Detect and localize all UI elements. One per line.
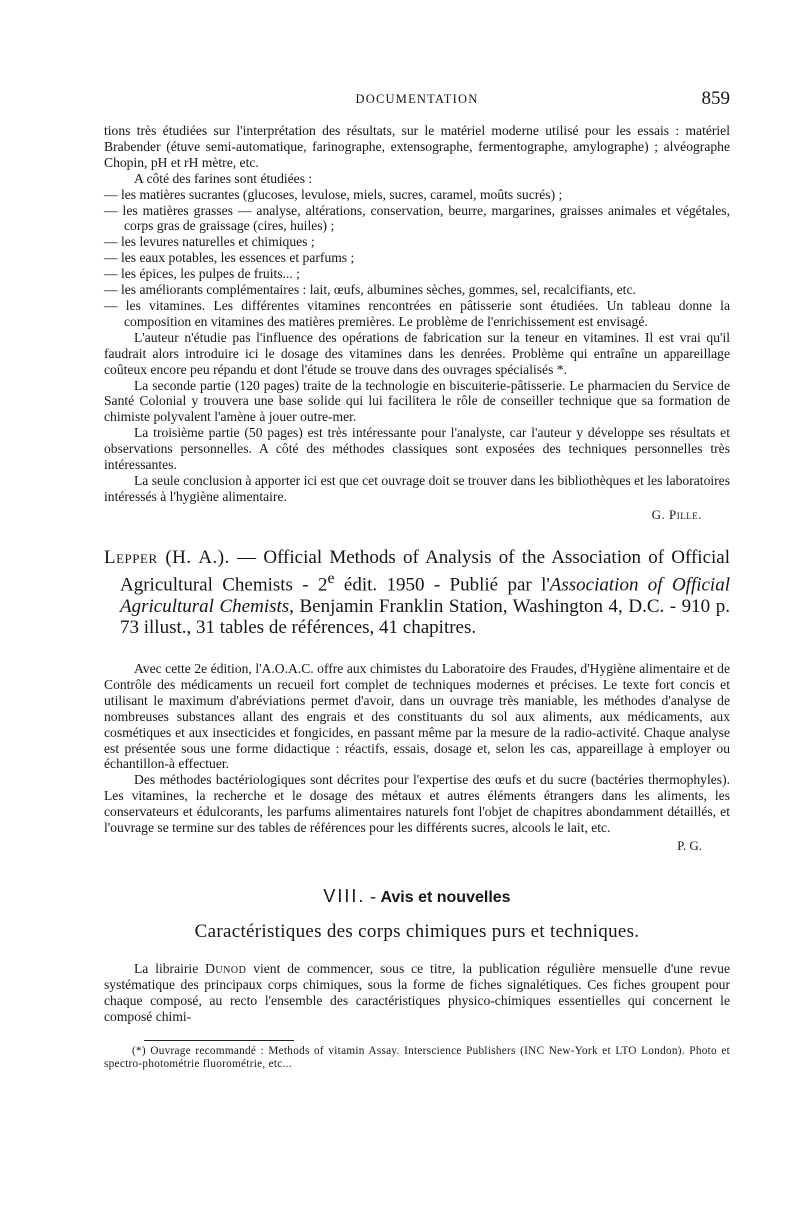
list-item: — les matières sucrantes (glucoses, levulose, miels, sucres, caramel, moûts sucrés) ; — [104, 186, 563, 202]
section-title: Avis et nouvelles — [380, 888, 511, 906]
page-number: 859 — [701, 88, 730, 109]
footnote-rule — [144, 1040, 294, 1041]
section-dash: - — [365, 885, 381, 906]
review2-title-c: Benjamin Franklin Station, Washington 4, D.C. - 910 p. 73 illust., 31 tables de références, 41 chapitres. — [120, 595, 730, 639]
review1-paragraph-6: La seule conclusion à apporter ici est que cet ouvrage doit se trouver dans les bibliothèques et les laboratoires intéressés à l'hygiène alimentaire. — [104, 472, 730, 504]
section-p1-a: La librairie — [134, 960, 206, 976]
review2-title-sup: e — [327, 570, 335, 588]
review2-title-b: édit. 1950 - Publié par l' — [334, 574, 550, 596]
review1-paragraph-4: La seconde partie (120 pages) traite de la technologie en biscuiterie-pâtisserie. Le pharmacien du Service de Santé Colonial y trouvera une base solide qui lui facilitera le rôle de conseiller technique que sa formation de chimiste polyvalent l'amène à jouer outre-mer. — [104, 377, 730, 425]
section-p1-b: vient de commencer, sous ce titre, la publication régulière mensuelle d'une revue systématique des principaux corps chimiques, sous la forme de fiches signalétiques. Ces fiches groupent pour chaque composé, au recto l'ensemble des caractéristiques physico-chimiques essentielles qui concernent le composé chimi- — [104, 960, 730, 1024]
review2-signature: P. G. — [677, 837, 702, 853]
review2-heading — [104, 547, 730, 639]
list-item: — les eaux potables, les essences et parfums ; — [104, 250, 355, 266]
footnote: (*) Ouvrage recommandé : Methods of vitamin Assay. Interscience Publishers (INC New-York et LTO London). Photo et spectro-photométrie fluorométrie, etc... — [104, 1045, 730, 1071]
review1-paragraph-2: A côté des farines sont étudiées : — [134, 170, 313, 186]
review1-signature: G. Pille. — [651, 506, 702, 522]
review1-paragraph-3: L'auteur n'étudie pas l'influence des opérations de fabrication sur la teneur en vitamines. Il est vrai qu'il faudrait alors introduire ici le dosage des vitamines dans les denrées. Problème qui entraîne un appareillage coûteux encore peu répandu et dont l'étude se trouve dans des ouvrages spécialisés *. — [104, 329, 730, 377]
review2-paragraph-2: Des méthodes bactériologiques sont décrites pour l'expertise des œufs et du sucre (bactéries thermophyles). Les vitamines, la recherche et le dosage des métaux et autres éléments étrangers dans les aliments, les conservateurs et édulcorants, les parfums alimentaires naturels font l'objet de chapitres abondamment détaillés, et l'ouvrage se termine sur des tables de références pour les différents sucres, alcools le lait, etc. — [104, 772, 730, 836]
list-item: — les levures naturelles et chimiques ; — [104, 234, 315, 250]
page-body — [104, 123, 730, 1071]
review1-paragraph-5: La troisième partie (50 pages) est très intéressante pour l'analyste, car l'auteur y développe ses résultats et observations personnelles. A côté des méthodes classiques sont exposées des techniques personnelles très intéressantes. — [104, 425, 730, 473]
review2-title-italic: Association of Official Agricultural Chemists, — [120, 574, 730, 617]
running-head-title: DOCUMENTATION — [355, 92, 479, 106]
section-paragraph-1 — [104, 961, 730, 1025]
review1-paragraph-1: tions très étudiées sur l'interprétation des résultats, sur le matériel moderne utilisé pour les essais : matériel Brabender (étuve semi-automatique, farinographe, extensographe, fermentographe, amylographe) ; alvéographe Chopin, pH et rH mètre, etc. — [104, 123, 730, 170]
review2-title-a: — Official Methods of Analysis of the Association of Official Agricultural Chemists - 2 — [120, 546, 730, 596]
section-heading — [104, 886, 730, 907]
review2-author: Lepper (H. A.). — [104, 546, 230, 568]
running-head — [104, 88, 730, 112]
section-subtitle: Caractéristiques des corps chimiques purs et techniques. — [194, 920, 640, 942]
section-publisher: Dunod — [205, 960, 247, 976]
section-number: VIII. — [323, 885, 366, 906]
list-item: — les améliorants complémentaires : lait, œufs, albumines sèches, gommes, sel, recalcifiants, etc. — [104, 282, 636, 298]
review2-paragraph-1: Avec cette 2e édition, l'A.O.A.C. offre aux chimistes du Laboratoire des Fraudes, d'Hygiène alimentaire et de Contrôle des médicaments un recueil fort complet de techniques modernes et précises. Le texte fort concis et utilisant le maximum d'abréviations permet d'avoir, dans un ouvrage très maniable, les méthodes d'analyse de nombreuses substances allant des engrais et des constituants du sol aux aliments, aux médicaments, aux cosmétiques et aux insecticides et fongicides, en passant même par la mesure de la radio-activité. Chaque analyse est présentée sous une forme didactique : réactifs, essais, dosage et, selon les cas, appareillage à employer ou échantillon-à effectuer. — [104, 660, 730, 772]
list-item: — les épices, les pulpes de fruits... ; — [104, 266, 300, 282]
list-item: — les vitamines. Les différentes vitamines rencontrées en pâtisserie sont étudiées. Un tableau donne la composition en vitamines des matières premières. Le problème de l'enrichissement est envisagé. — [104, 297, 730, 329]
list-item: — les matières grasses — analyse, altérations, conservation, beurre, margarines, graisses animales et végétales, corps gras de graissage (cires, huiles) ; — [104, 202, 730, 234]
